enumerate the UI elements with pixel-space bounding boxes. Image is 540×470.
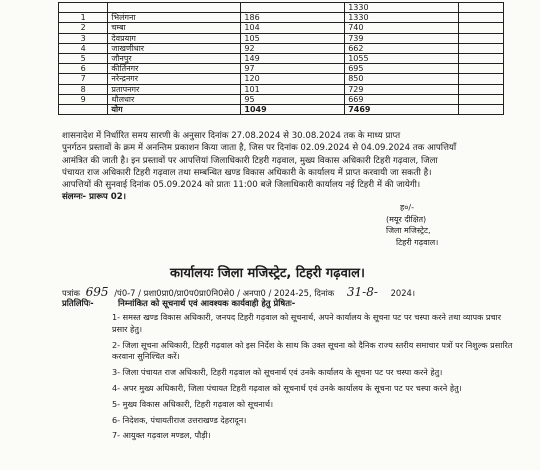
table-cell: 6 bbox=[59, 64, 108, 74]
table-cell: 8 bbox=[59, 84, 108, 94]
table-cell: 186 bbox=[241, 13, 345, 23]
table-cell: जौनपुर bbox=[108, 53, 241, 63]
notice-line: पंचायत राज अधिकारी टिहरी गढ़वाल तथा सम्बन्धित खण्ड विकास अधिकारी के कार्यालय में प्राप्त करवायी जा सकती है। bbox=[62, 167, 432, 178]
table-row bbox=[59, 3, 504, 13]
table-cell bbox=[59, 104, 108, 114]
reference-number: 695 bbox=[85, 285, 109, 299]
table-cell bbox=[458, 94, 503, 104]
notice-paragraph bbox=[62, 130, 518, 204]
table-cell: योग bbox=[108, 104, 241, 114]
office-heading: कार्यालयः जिला मजिस्ट्रेट, टिहरी गढ़वाल। bbox=[170, 266, 365, 281]
notice-line: आपत्तियों की सुनवाई दिनांक 05.09.2024 को प्रातः 11:00 बजे जिलाधिकारी कार्यालय नई टिहरी में की जायेगी। bbox=[62, 180, 421, 191]
table-cell: 3 bbox=[59, 33, 108, 43]
table-cell: 101 bbox=[241, 84, 345, 94]
table-cell: 740 bbox=[345, 23, 458, 33]
table-cell: 695 bbox=[345, 64, 458, 74]
table-cell bbox=[458, 74, 503, 84]
table-cell: प्रतापनगर bbox=[108, 84, 241, 94]
table-cell: 104 bbox=[241, 23, 345, 33]
table-row bbox=[59, 94, 504, 104]
table-cell bbox=[458, 64, 503, 74]
reference-prefix: पत्रांक bbox=[62, 288, 80, 298]
notice-line: आमंत्रित की जाती है। इन प्रस्तावों पर आपत्तियां जिलाधिकारी टिहरी गढ़वाल, मुख्य विकास अधिकारी टिहरी गढ़वाल, जिला bbox=[62, 155, 438, 166]
table-row bbox=[59, 84, 504, 94]
table-cell: 92 bbox=[241, 43, 345, 53]
signatory-title: जिला मजिस्ट्रेट, bbox=[386, 226, 431, 235]
table-cell: 1330 bbox=[345, 13, 458, 23]
table-cell bbox=[458, 23, 503, 33]
table-cell: 850 bbox=[345, 74, 458, 84]
table-cell: थौलधार bbox=[108, 94, 241, 104]
signatory-place: टिहरी गढ़वाल। bbox=[396, 237, 439, 247]
copy-list-item: 1- समस्त खण्ड विकास अधिकारी, जनपद टिहरी गढ़वाल को सूचनार्थ, अपने कार्यालय के सूचना पट पर चस्पा करने तथा व्यापक प्रचार प्रसार हेतु। bbox=[112, 312, 502, 334]
table-cell bbox=[458, 104, 503, 114]
table-cell bbox=[458, 33, 503, 43]
table-cell: 739 bbox=[345, 33, 458, 43]
table-row bbox=[59, 74, 504, 84]
notice-line: पुनर्गठन प्रस्तावों के क्रम में अनन्तिम प्रकाशन किया जाता है, जिस पर दिनांक 02.09.2024 से 04.09.2024 तक आपत्तियाँ bbox=[62, 143, 457, 154]
table-row bbox=[59, 64, 504, 74]
table-cell: कीर्तिनगर bbox=[108, 64, 241, 74]
table-row bbox=[59, 43, 504, 53]
table-cell: जाखणीधार bbox=[108, 43, 241, 53]
signatory-name: (मयूर दीक्षित) bbox=[386, 214, 427, 224]
copy-list-item: 4- अपर मुख्य अधिकारी, जिला पंचायत टिहरी गढ़वाल को सूचनार्थ एवं उनके कार्यालय के सूचना पट पर चस्पा करने हेतु। bbox=[112, 382, 462, 393]
table-row bbox=[59, 23, 504, 33]
signature-block bbox=[386, 202, 506, 248]
copy-list-item: 2- जिला सूचना अधिकारी, टिहरी गढ़वाल को इस निर्देश के साथ कि उक्त सूचना को दैनिक राज्य स्तरीय समाचार पत्रों पर निशुल्क प्रसारित करवाना सुनिश्चित करें। bbox=[112, 339, 513, 362]
copy-intro: निम्नांकित को सूचनार्थ एवं आवश्यक कार्यवाही हेतु प्रेषितः- bbox=[118, 298, 296, 308]
reference-day: 31-8- bbox=[346, 285, 378, 299]
table-cell: 2 bbox=[59, 23, 108, 33]
copy-list bbox=[112, 312, 517, 446]
copy-list-item: 7- आयुक्त गढ़वाल मण्डल, पौड़ी। bbox=[112, 430, 211, 441]
copy-label: प्रतिलिपिः- bbox=[62, 298, 94, 308]
copy-list-item: 3- जिला पंचायत राज अधिकारी, टिहरी गढ़वाल को सूचनार्थ एवं उनके कार्यालय के सूचना पट पर चस्पा करने हेतु। bbox=[112, 367, 443, 378]
table-cell: 4 bbox=[59, 43, 108, 53]
table-cell: 1 bbox=[59, 13, 108, 23]
table-cell: 662 bbox=[345, 43, 458, 53]
table-cell: 149 bbox=[241, 53, 345, 63]
table-cell: 9 bbox=[59, 94, 108, 104]
table-cell bbox=[458, 13, 503, 23]
table-cell: नरेन्द्रनगर bbox=[108, 74, 241, 84]
table-cell bbox=[458, 84, 503, 94]
table-row bbox=[59, 13, 504, 23]
block-summary-table bbox=[58, 2, 504, 115]
table-row bbox=[59, 53, 504, 63]
table-cell: 120 bbox=[241, 74, 345, 84]
table-cell: 105 bbox=[241, 33, 345, 43]
table-cell: 729 bbox=[345, 84, 458, 94]
enclosure-note: संलग्नः- प्रारूप 02। bbox=[62, 192, 126, 203]
table-cell: देवप्रयाग bbox=[108, 33, 241, 43]
signature-mark: ह०/- bbox=[400, 203, 414, 212]
table-cell bbox=[458, 43, 503, 53]
table-cell: 1330 bbox=[345, 3, 458, 13]
notice-line: शासनादेश में निर्धारित समय सारणी के अनुसार दिनांक 27.08.2024 से 30.08.2024 तक के माध्य प्राप्त bbox=[62, 131, 401, 141]
reference-text: /पं0-7 / प्रशा0प्रा0/प्रा0प0प्रा0नि0से0 / अनपा0 / 2024-25, दिनांक bbox=[114, 288, 335, 298]
table-total-row bbox=[59, 104, 504, 114]
table-cell: 1049 bbox=[241, 104, 345, 114]
table-cell: 5 bbox=[59, 53, 108, 63]
table-cell: भिलंगना bbox=[108, 13, 241, 23]
table-cell: 7469 bbox=[345, 104, 458, 114]
copy-list-item: 5- मुख्य विकास अधिकारी, टिहरी गढ़वाल को सूचनार्थ। bbox=[112, 398, 274, 409]
table-cell: 669 bbox=[345, 94, 458, 104]
reference-line bbox=[62, 285, 415, 299]
table-cell: 7 bbox=[59, 74, 108, 84]
table-cell: 95 bbox=[241, 94, 345, 104]
table-cell: चम्बा bbox=[108, 23, 241, 33]
table-row bbox=[59, 33, 504, 43]
table-cell: 1055 bbox=[345, 53, 458, 63]
table-cell: 97 bbox=[241, 64, 345, 74]
copy-list-item: 6- निदेशक, पंचायतीराज उत्तराखण्ड देहरादून। bbox=[112, 414, 247, 425]
reference-year: 2024। bbox=[390, 288, 416, 298]
table-cell bbox=[458, 53, 503, 63]
